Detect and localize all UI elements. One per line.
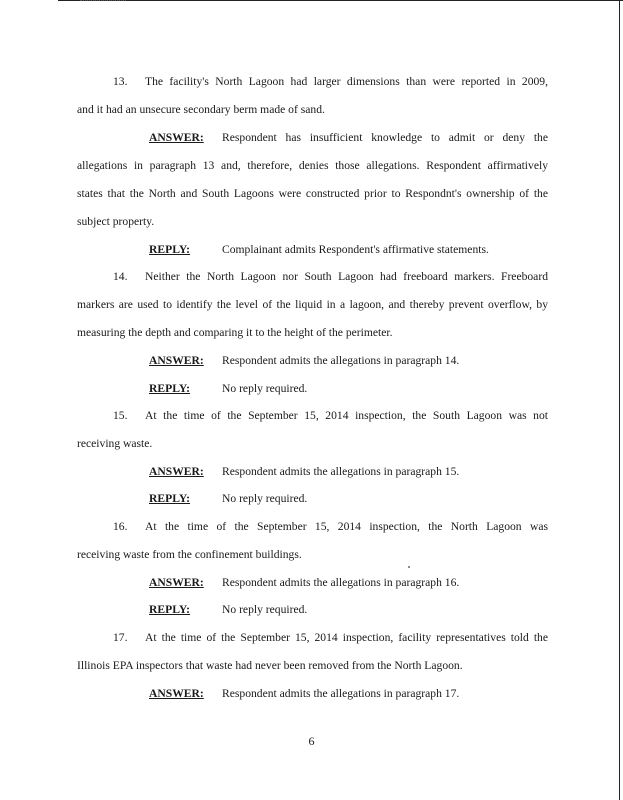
paragraph-15-line-1: 15. At the time of the September 15, 2014 inspection, the South Lagoon was not (113, 409, 548, 422)
paragraph-16-line-2: receiving waste from the confinement buildings. (77, 548, 302, 561)
paragraph-14-line-3: measuring the depth and comparing it to the height of the perimeter. (77, 326, 393, 339)
answer-13-line-4: subject property. (77, 215, 155, 228)
reply-label: REPLY: (149, 382, 191, 395)
reply-15: REPLY: No reply required. (149, 492, 308, 505)
scan-artifact (80, 0, 126, 3)
paragraph-13-line-1: 13. The facility's North Lagoon had larger dimensions than were reported in 2009, (113, 75, 548, 88)
answer-label: ANSWER: (149, 131, 204, 144)
paragraph-number: 13. (113, 75, 128, 88)
answer-14: ANSWER: Respondent admits the allegations in paragraph 14. (149, 354, 460, 367)
answer-16: ANSWER: Respondent admits the allegations in paragraph 16. (149, 576, 460, 589)
answer-label: ANSWER: (149, 465, 204, 478)
paragraph-number: 16. (113, 520, 128, 533)
paragraph-15-line-2: receiving waste. (77, 437, 153, 450)
answer-15: ANSWER: Respondent admits the allegations in paragraph 15. (149, 465, 460, 478)
reply-label: REPLY: (149, 603, 191, 616)
paragraph-13-line-2: and it had an unsecure secondary berm made of sand. (77, 103, 325, 116)
paragraph-16-line-1: 16. At the time of the September 15, 2014 inspection, the North Lagoon was (113, 520, 548, 533)
paragraph-17-line-1: 17. At the time of the September 15, 2014 inspection, facility representatives told the (113, 631, 548, 644)
scan-speck (408, 566, 410, 568)
paragraph-number: 17. (113, 631, 128, 644)
reply-label: REPLY: (149, 492, 191, 505)
paragraph-14-line-2: markers are used to identify the level of the liquid in a lagoon, and thereby prevent overflow, by (77, 298, 548, 311)
page-number: 6 (308, 734, 315, 748)
reply-label: REPLY: (149, 243, 191, 256)
reply-16: REPLY: No reply required. (149, 603, 308, 616)
answer-17: ANSWER: Respondent admits the allegations in paragraph 17. (149, 687, 460, 700)
answer-13-line-1: ANSWER: Respondent has insufficient knowledge to admit or deny the (149, 131, 548, 144)
answer-label: ANSWER: (149, 354, 204, 367)
reply-13: REPLY: Complainant admits Respondent's affirmative statements. (149, 243, 489, 256)
paragraph-14-line-1: 14. Neither the North Lagoon nor South Lagoon had freeboard markers. Freeboard (113, 270, 548, 283)
reply-14: REPLY: No reply required. (149, 382, 308, 395)
answer-label: ANSWER: (149, 576, 204, 589)
paragraph-number: 15. (113, 409, 128, 422)
answer-13-line-3: states that the North and South Lagoons were constructed prior to Respondnt's ownership of the (77, 187, 548, 200)
scan-frame-right (619, 0, 620, 800)
paragraph-number: 14. (113, 270, 128, 283)
paragraph-17-line-2: Illinois EPA inspectors that waste had never been removed from the North Lagoon. (77, 659, 463, 672)
answer-label: ANSWER: (149, 687, 204, 700)
scan-frame-top (58, 0, 623, 1)
answer-13-line-2: allegations in paragraph 13 and, therefore, denies those allegations. Respondent affirmatively (77, 159, 548, 172)
